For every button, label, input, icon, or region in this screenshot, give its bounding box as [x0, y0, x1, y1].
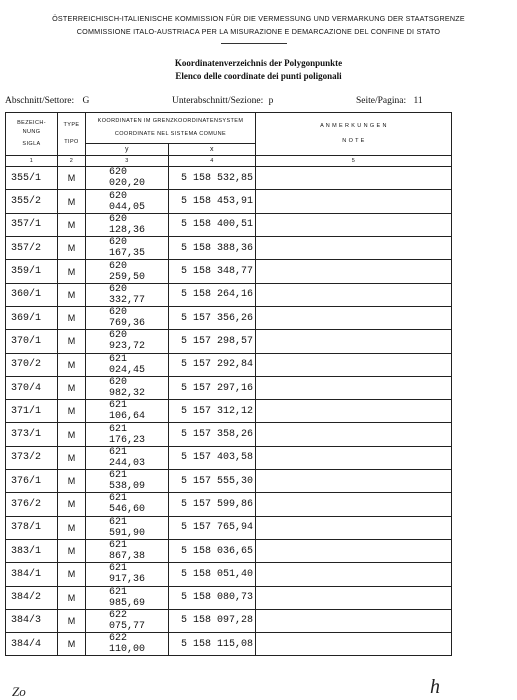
point-type-cell: M [58, 400, 86, 423]
notes-cell [256, 237, 452, 260]
point-id-cell: 369/1 [6, 306, 58, 329]
coordinate-y-cell: 620 259,50 [86, 260, 169, 283]
coordinate-x-cell: 5 157 298,57 [169, 330, 256, 353]
point-id-cell: 384/3 [6, 609, 58, 632]
coordinate-y-cell: 621 176,23 [86, 423, 169, 446]
point-type-cell: M [58, 470, 86, 493]
table-row [6, 330, 452, 353]
point-type-cell: M [58, 213, 86, 236]
notes-cell [256, 563, 452, 586]
subsection-field [172, 96, 273, 106]
coordinate-y-cell: 622 110,00 [86, 633, 169, 656]
coordinate-x-cell: 5 158 348,77 [169, 260, 256, 283]
coordinate-x-cell: 5 158 264,16 [169, 283, 256, 306]
coordinate-x-cell: 5 158 051,40 [169, 563, 256, 586]
table-row [6, 586, 452, 609]
col-y-header: y [86, 144, 169, 156]
page-label: Seite/Pagina: [356, 96, 407, 106]
coordinate-y-cell: 621 591,90 [86, 516, 169, 539]
coordinate-x-cell: 5 158 532,85 [169, 167, 256, 190]
point-id-cell: 383/1 [6, 539, 58, 562]
point-type-cell: M [58, 516, 86, 539]
coordinate-x-cell: 5 158 097,28 [169, 609, 256, 632]
subsection-label: Unterabschnitt/Sezione: [172, 96, 264, 106]
coordinate-x-cell: 5 157 297,16 [169, 376, 256, 399]
notes-cell [256, 516, 452, 539]
table-row [6, 446, 452, 469]
coordinate-x-cell: 5 158 036,65 [169, 539, 256, 562]
col-coordinates-header: KOORDINATEN IM GRENZKOORDINATENSYSTEM COORDINATE NEL SISTEMA COMUNE [86, 113, 256, 144]
page-field [356, 96, 423, 106]
point-id-cell: 384/4 [6, 633, 58, 656]
section-label: Abschnitt/Settore: [5, 96, 75, 106]
notes-cell [256, 213, 452, 236]
header-line-italian: COMMISSIONE ITALO-AUSTRIACA PER LA MISURAZIONE E DEMARCAZIONE DEL CONFINE DI STATO [76, 27, 441, 36]
notes-cell [256, 470, 452, 493]
table-column-number-row [6, 156, 452, 167]
column-number: 1 [6, 156, 58, 167]
point-id-cell: 355/2 [6, 190, 58, 213]
point-type-cell: M [58, 633, 86, 656]
notes-cell [256, 446, 452, 469]
coordinate-y-cell: 621 985,69 [86, 586, 169, 609]
point-id-cell: 370/1 [6, 330, 58, 353]
notes-cell [256, 633, 452, 656]
table-body [6, 167, 452, 656]
notes-cell [256, 493, 452, 516]
point-type-cell: M [58, 306, 86, 329]
point-type-cell: M [58, 446, 86, 469]
notes-cell [256, 353, 452, 376]
coordinate-y-cell: 621 546,60 [86, 493, 169, 516]
coordinate-y-cell: 620 982,32 [86, 376, 169, 399]
point-type-cell: M [58, 376, 86, 399]
header-divider [221, 43, 287, 44]
table-row [6, 353, 452, 376]
notes-cell [256, 283, 452, 306]
point-id-cell: 355/1 [6, 167, 58, 190]
point-id-cell: 370/2 [6, 353, 58, 376]
point-type-cell: M [58, 237, 86, 260]
page-value: 11 [413, 96, 423, 106]
coordinate-y-cell: 620 020,20 [86, 167, 169, 190]
point-id-cell: 373/1 [6, 423, 58, 446]
table-row [6, 609, 452, 632]
coordinate-y-cell: 620 923,72 [86, 330, 169, 353]
table-row [6, 563, 452, 586]
table-row [6, 516, 452, 539]
table-row [6, 400, 452, 423]
notes-cell [256, 306, 452, 329]
coordinate-x-cell: 5 158 388,36 [169, 237, 256, 260]
notes-cell [256, 423, 452, 446]
notes-cell [256, 190, 452, 213]
coordinate-x-cell: 5 158 400,51 [169, 213, 256, 236]
point-id-cell: 357/2 [6, 237, 58, 260]
coordinate-y-cell: 621 244,03 [86, 446, 169, 469]
table-row [6, 470, 452, 493]
point-id-cell: 378/1 [6, 516, 58, 539]
point-id-cell: 360/1 [6, 283, 58, 306]
coordinate-x-cell: 5 158 080,73 [169, 586, 256, 609]
notes-cell [256, 167, 452, 190]
notes-cell [256, 586, 452, 609]
point-type-cell: M [58, 609, 86, 632]
point-type-cell: M [58, 493, 86, 516]
table-row [6, 633, 452, 656]
header-line-german: ÖSTERREICHISCH-ITALIENISCHE KOMMISSION FÜR DIE VERMESSUNG UND VERMARKUNG DER STAATSGRENZE [52, 14, 465, 23]
section-field [5, 96, 89, 106]
notes-cell [256, 539, 452, 562]
coordinate-x-cell: 5 158 453,91 [169, 190, 256, 213]
table-row [6, 376, 452, 399]
point-type-cell: M [58, 353, 86, 376]
table-row [6, 423, 452, 446]
coordinate-x-cell: 5 157 555,30 [169, 470, 256, 493]
point-id-cell: 371/1 [6, 400, 58, 423]
point-type-cell: M [58, 586, 86, 609]
point-id-cell: 376/2 [6, 493, 58, 516]
point-type-cell: M [58, 283, 86, 306]
column-number: 2 [58, 156, 86, 167]
point-id-cell: 359/1 [6, 260, 58, 283]
column-number: 5 [256, 156, 452, 167]
coordinate-x-cell: 5 157 356,26 [169, 306, 256, 329]
point-id-cell: 370/4 [6, 376, 58, 399]
table-header-row [6, 113, 452, 144]
notes-cell [256, 609, 452, 632]
title-german: Koordinatenverzeichnis der Polygonpunkte [174, 58, 343, 68]
coordinate-x-cell: 5 158 115,08 [169, 633, 256, 656]
point-type-cell: M [58, 563, 86, 586]
coordinate-x-cell: 5 157 312,12 [169, 400, 256, 423]
table-row [6, 237, 452, 260]
table-row [6, 167, 452, 190]
coordinate-y-cell: 621 538,09 [86, 470, 169, 493]
notes-cell [256, 376, 452, 399]
point-type-cell: M [58, 167, 86, 190]
coordinate-x-cell: 5 157 599,86 [169, 493, 256, 516]
notes-cell [256, 400, 452, 423]
coordinate-y-cell: 621 867,38 [86, 539, 169, 562]
point-id-cell: 357/1 [6, 213, 58, 236]
notes-cell [256, 260, 452, 283]
table-row [6, 539, 452, 562]
column-number: 3 [86, 156, 169, 167]
col-designation-header: BEZEICH- NUNG SIGLA [6, 113, 58, 156]
coordinate-x-cell: 5 157 292,84 [169, 353, 256, 376]
coordinate-x-cell: 5 157 403,58 [169, 446, 256, 469]
table-row [6, 306, 452, 329]
col-type-header: TYPE TIPO [58, 113, 86, 156]
point-type-cell: M [58, 190, 86, 213]
coordinate-y-cell: 621 106,64 [86, 400, 169, 423]
notes-cell [256, 330, 452, 353]
point-id-cell: 376/1 [6, 470, 58, 493]
coordinate-y-cell: 620 769,36 [86, 306, 169, 329]
coordinate-x-cell: 5 157 765,94 [169, 516, 256, 539]
coordinate-x-cell: 5 157 358,26 [169, 423, 256, 446]
point-type-cell: M [58, 330, 86, 353]
section-value: G [82, 96, 90, 106]
coordinate-y-cell: 621 024,45 [86, 353, 169, 376]
handwritten-mark-left: Zo [12, 684, 26, 699]
col-x-header: x [169, 144, 256, 156]
point-id-cell: 384/1 [6, 563, 58, 586]
handwritten-mark-right: h [430, 676, 440, 698]
coordinate-table [5, 112, 452, 656]
point-id-cell: 373/2 [6, 446, 58, 469]
coordinate-y-cell: 621 917,36 [86, 563, 169, 586]
table-row [6, 493, 452, 516]
coordinate-y-cell: 620 332,77 [86, 283, 169, 306]
point-type-cell: M [58, 260, 86, 283]
coordinate-y-cell: 620 044,05 [86, 190, 169, 213]
table-row [6, 283, 452, 306]
table-row [6, 213, 452, 236]
coordinate-y-cell: 622 075,77 [86, 609, 169, 632]
column-number: 4 [169, 156, 256, 167]
point-id-cell: 384/2 [6, 586, 58, 609]
point-type-cell: M [58, 539, 86, 562]
col-notes-header: A N M E R K U N G E N N O T E [256, 113, 452, 156]
subsection-value: p [268, 96, 274, 106]
table-row [6, 260, 452, 283]
table-row [6, 190, 452, 213]
coordinate-y-cell: 620 128,36 [86, 213, 169, 236]
point-type-cell: M [58, 423, 86, 446]
title-italian: Elenco delle coordinate dei punti poligonali [175, 71, 342, 81]
coordinate-y-cell: 620 167,35 [86, 237, 169, 260]
